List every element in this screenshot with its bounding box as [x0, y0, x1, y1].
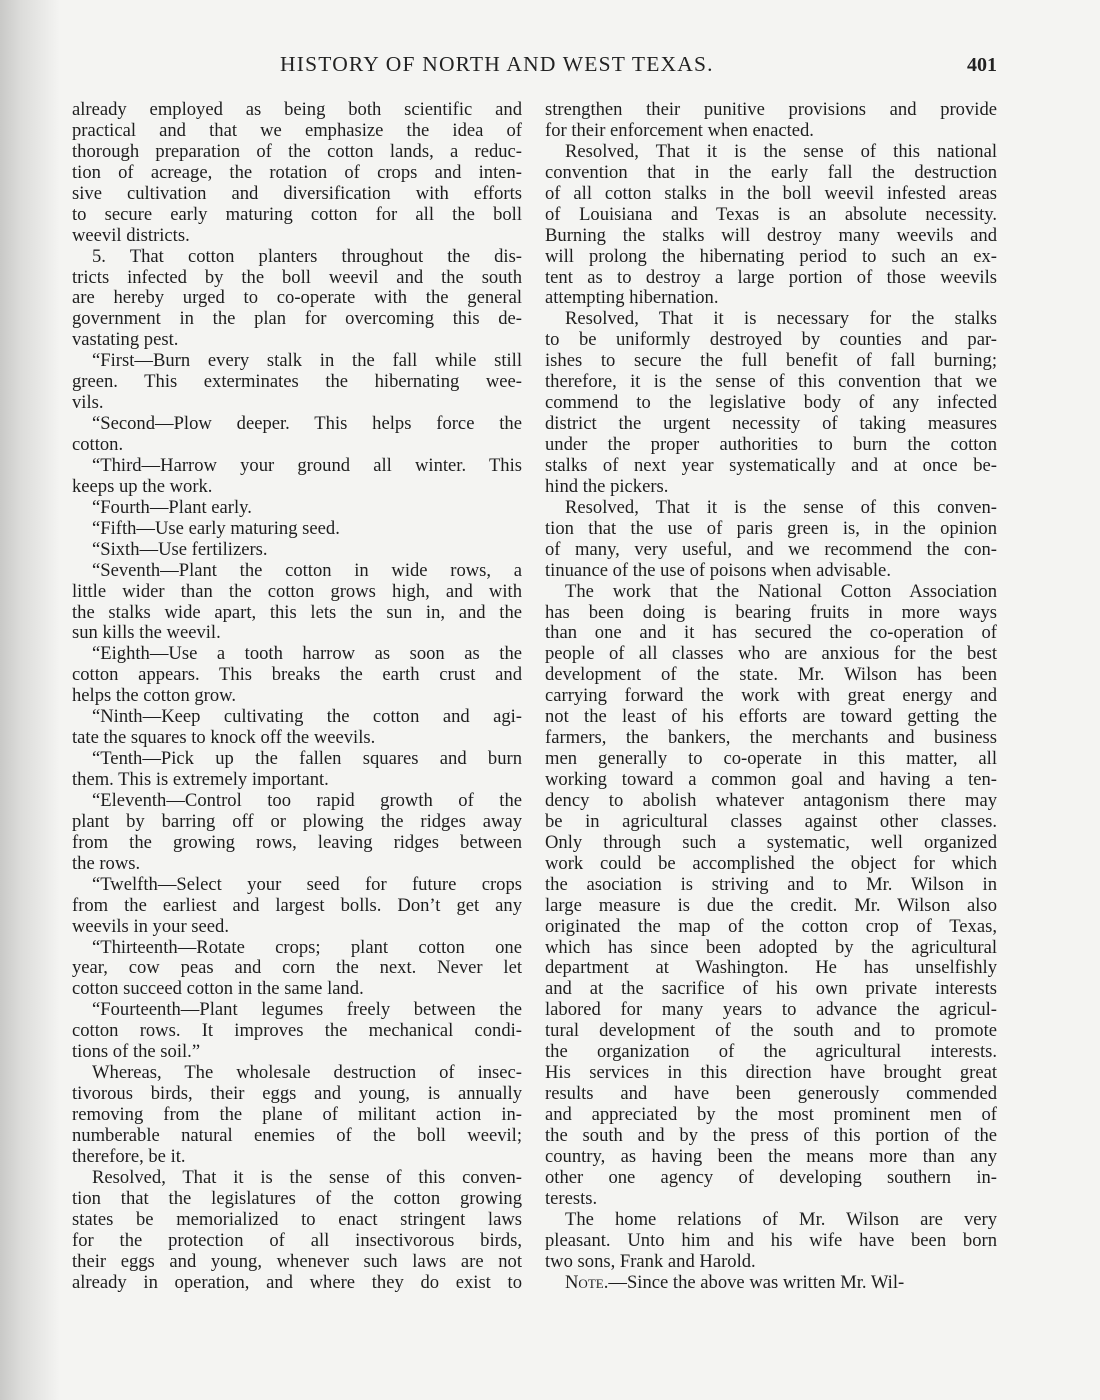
text-line: the south and by the press of this portion of the: [545, 1124, 997, 1146]
text-line: Resolved, That it is the sense of this conven-: [92, 1166, 522, 1188]
text-line: Burning the stalks will destroy many weevils and: [545, 224, 997, 246]
text-line: already in operation, and where they do exist to: [72, 1271, 522, 1293]
text-line: development of the state. Mr. Wilson has been: [545, 664, 997, 686]
text-line: plant by barring off or plowing the ridges away: [72, 810, 522, 832]
text-line: Resolved, That it is the sense of this conven-: [565, 496, 997, 518]
text-line: large measure is due the credit. Mr. Wilson also: [545, 894, 997, 916]
text-line: “First—Burn every stalk in the fall while still: [92, 350, 522, 372]
text-line: tions of the soil.”: [72, 1041, 201, 1063]
text-line: district the urgent necessity of taking measures: [545, 413, 997, 435]
running-title: HISTORY OF NORTH AND WEST TEXAS.: [280, 52, 714, 76]
text-line: Only through such a systematic, well organized: [545, 831, 997, 853]
text-line: “Eleventh—Control too rapid growth of the: [92, 789, 522, 811]
paragraph: [72, 414, 522, 456]
right-column: [545, 100, 997, 1293]
paragraph: [72, 456, 522, 498]
text-line: from the growing rows, leaving ridges between: [72, 831, 522, 853]
text-line: vils.: [72, 392, 104, 414]
text-line: therefore, be it.: [72, 1145, 186, 1167]
paragraph: [72, 100, 522, 247]
note-label: Note.: [565, 1271, 609, 1293]
text-line: their eggs and young, whenever such laws are not: [72, 1250, 522, 1272]
text-line: weevils in your seed.: [72, 915, 229, 937]
text-line: green. This exterminates the hibernating wee-: [72, 371, 522, 393]
paragraph: [72, 938, 522, 1001]
text-line: vastating pest.: [72, 329, 179, 351]
text-line: other one agency of developing southern in-: [545, 1166, 997, 1188]
page-number: 401: [967, 54, 997, 76]
paragraph: [72, 351, 522, 414]
text-line: 5. That cotton planters throughout the dis-: [92, 245, 522, 267]
text-line: tent as to destroy a large portion of those weevils: [545, 266, 997, 288]
text-line: “Seventh—Plant the cotton in wide rows, a: [92, 559, 522, 581]
text-line: department at Washington. He has unselfishly: [545, 957, 997, 979]
page-header: [0, 52, 1100, 82]
paragraph: [72, 519, 522, 540]
text-line: numberable natural enemies of the boll weevil;: [72, 1124, 522, 1146]
text-line: Resolved, That it is necessary for the stalks: [565, 308, 997, 330]
text-line: stalks of next year systematically and at once be-: [545, 454, 997, 476]
text-line: than one and it has secured the co-operation of: [545, 622, 997, 644]
text-line: “Twelfth—Select your seed for future crops: [92, 873, 522, 895]
paragraph: [545, 498, 997, 582]
text-line: tate the squares to knock off the weevils.: [72, 727, 376, 749]
text-line: terests.: [545, 1187, 598, 1209]
text-line: year, cow peas and corn the next. Never let: [72, 957, 522, 979]
text-line: of many, very useful, and we recommend the con-: [545, 538, 997, 560]
text-line: which has since been adopted by the agricultural: [545, 936, 997, 958]
text-line: “Ninth—Keep cultivating the cotton and agi-: [92, 706, 522, 728]
text-line: two sons, Frank and Harold.: [545, 1250, 756, 1272]
text-line: “Third—Harrow your ground all winter. This: [92, 454, 522, 476]
note-line: [545, 1273, 997, 1294]
note-text: —Since the above was written Mr. Wil-: [608, 1271, 905, 1293]
text-line: The work that the National Cotton Association: [565, 580, 997, 602]
paragraph: [72, 561, 522, 645]
text-line: commend to the legislative body of any infected: [545, 392, 997, 414]
paragraph: [72, 498, 522, 519]
text-line: the rows.: [72, 852, 141, 874]
text-line: of all cotton stalks in the boll weevil infested areas: [545, 182, 997, 204]
text-line: tion that the legislatures of the cotton growing: [72, 1187, 522, 1209]
text-line: and appreciated by the most prominent men of: [545, 1104, 997, 1125]
text-line: results and have been generously commended: [545, 1083, 997, 1105]
text-line: attempting hibernation.: [545, 287, 719, 309]
text-line: labored for many years to advance the agricul-: [545, 999, 997, 1021]
text-line: The home relations of Mr. Wilson are very: [565, 1208, 997, 1230]
text-line: tion of acreage, the rotation of crops and inten-: [72, 161, 522, 183]
text-line: sun kills the weevil.: [72, 622, 221, 644]
text-line: keeps up the work.: [72, 475, 213, 497]
text-line: “Fifth—Use early maturing seed.: [92, 517, 340, 539]
text-line: not the least of his efforts are toward getting the: [545, 706, 997, 728]
text-line: convention that in the early fall the destruction: [545, 161, 997, 183]
text-line: work could be accomplished the object for which: [545, 852, 997, 874]
text-line: cotton appears. This breaks the earth crust and: [72, 664, 522, 686]
text-line: tinuance of the use of poisons when advisable.: [545, 559, 891, 581]
text-line: tion that the use of paris green is, in the opinion: [545, 517, 997, 539]
text-line: removing from the plane of militant action in-: [72, 1104, 522, 1125]
text-line: working toward a common goal and having a ten-: [545, 769, 997, 790]
text-line: originated the map of the cotton crop of Texas,: [545, 915, 997, 937]
paragraph: [72, 247, 522, 352]
paragraph: [545, 309, 997, 497]
paragraph: [72, 1168, 522, 1294]
text-line: are hereby urged to co-operate with the general: [72, 287, 522, 309]
text-line: tural development of the south and to promote: [545, 1020, 997, 1042]
text-line: has been doing is bearing fruits in more ways: [545, 601, 997, 623]
text-line: cotton succeed cotton in the same land.: [72, 978, 364, 1000]
text-line: “Second—Plow deeper. This helps force the: [92, 413, 522, 435]
text-line: for their enforcement when enacted.: [545, 119, 814, 141]
text-line: ishes to secure the full benefit of fall burning;: [545, 350, 997, 372]
paragraph: [72, 707, 522, 749]
text-line: practical and that we emphasize the idea of: [72, 119, 522, 141]
text-line: strengthen their punitive provisions and provide: [545, 99, 997, 120]
text-line: the asociation is striving and to Mr. Wilson in: [545, 873, 997, 895]
text-line: little wider than the cotton grows high, and with: [72, 580, 522, 602]
text-line: to secure early maturing cotton for all the boll: [72, 203, 522, 225]
paragraph: [72, 791, 522, 875]
text-line: carrying forward the work with great energy and: [545, 685, 997, 707]
text-line: from the earliest and largest bolls. Don’t get any: [72, 894, 522, 916]
text-line: for the protection of all insectivorous birds,: [72, 1229, 522, 1251]
text-line: Resolved, That it is the sense of this national: [565, 140, 997, 162]
text-line: farmers, the bankers, the merchants and business: [545, 727, 997, 749]
text-line: “Tenth—Pick up the fallen squares and burn: [92, 748, 522, 770]
page-gutter-shadow: [0, 0, 60, 1400]
text-line: thorough preparation of the cotton lands, a reduc-: [72, 140, 522, 162]
paragraph: [72, 875, 522, 938]
paragraph: [545, 142, 997, 310]
paragraph: [545, 100, 997, 142]
text-line: be in agricultural classes against other classes.: [545, 810, 997, 832]
text-line: country, as having been the means more than any: [545, 1145, 997, 1167]
text-line: therefore, it is the sense of this convention that we: [545, 371, 997, 393]
text-line: already employed as being both scientific and: [72, 99, 522, 120]
left-column: [72, 100, 522, 1293]
text-line: dency to abolish whatever antagonism there may: [545, 789, 997, 811]
paragraph: [72, 1000, 522, 1063]
text-line: hind the pickers.: [545, 475, 669, 497]
text-line: “Sixth—Use fertilizers.: [92, 538, 268, 560]
paragraph: [545, 582, 997, 1210]
text-line: tivorous birds, their eggs and young, is annually: [72, 1083, 522, 1105]
text-line: people of all classes who are anxious for the best: [545, 643, 997, 665]
text-line: to be uniformly destroyed by counties and par-: [545, 329, 997, 351]
text-line: “Thirteenth—Rotate crops; plant cotton one: [92, 936, 522, 958]
text-line: states be memorialized to enact stringent laws: [72, 1208, 522, 1230]
text-line: Whereas, The wholesale destruction of insec-: [92, 1062, 522, 1084]
text-line: tricts infected by the boll weevil and the south: [72, 266, 522, 288]
text-line: pleasant. Unto him and his wife have been born: [545, 1229, 997, 1251]
text-line: of Louisiana and Texas is an absolute necessity.: [545, 203, 997, 225]
text-line: His services in this direction have brought great: [545, 1062, 997, 1084]
text-line: “Fourteenth—Plant legumes freely between the: [92, 999, 522, 1021]
text-line: and at the sacrifice of his own private interests: [545, 978, 997, 1000]
text-line: men generally to co-operate in this matter, all: [545, 748, 997, 770]
text-line: cotton.: [72, 434, 124, 455]
text-line: under the proper authorities to burn the cotton: [545, 434, 997, 455]
text-line: the organization of the agricultural interests.: [545, 1041, 997, 1063]
paragraph: [72, 644, 522, 707]
paragraph: [72, 1063, 522, 1168]
text-line: helps the cotton grow.: [72, 685, 237, 707]
text-line: will prolong the hibernating period to such an ex-: [545, 245, 997, 267]
paragraph: [72, 749, 522, 791]
text-line: sive cultivation and diversification with efforts: [72, 182, 522, 204]
text-line: them. This is extremely important.: [72, 769, 329, 790]
text-line: weevil districts.: [72, 224, 190, 246]
text-line: the stalks wide apart, this lets the sun in, and the: [72, 601, 522, 623]
paragraph: [545, 1210, 997, 1273]
text-line: “Fourth—Plant early.: [92, 496, 252, 518]
text-line: “Eighth—Use a tooth harrow as soon as the: [92, 643, 522, 665]
paragraph: [72, 540, 522, 561]
text-line: government in the plan for overcoming this de-: [72, 308, 522, 330]
text-line: cotton rows. It improves the mechanical condi-: [72, 1020, 522, 1042]
